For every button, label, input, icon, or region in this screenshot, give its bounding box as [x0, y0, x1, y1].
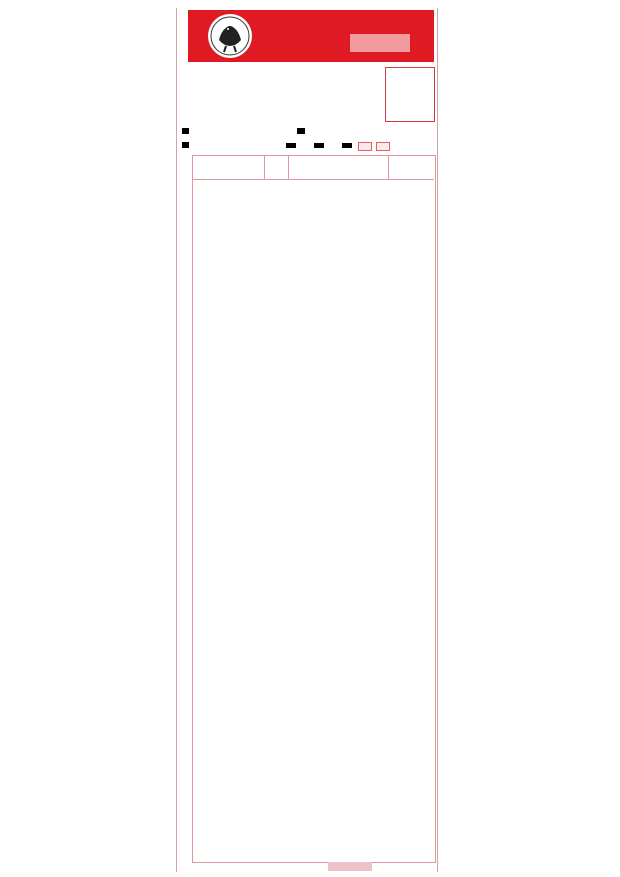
- table-header: [192, 155, 434, 180]
- example-mark: [314, 143, 324, 148]
- timing-mark: [182, 128, 189, 134]
- footer: [326, 862, 374, 872]
- example-mark: [286, 143, 296, 148]
- example-bubble: [358, 142, 372, 151]
- redacted-block: [328, 862, 372, 871]
- header-qty: [288, 155, 389, 179]
- example-mark: [342, 143, 352, 148]
- redacted-block: [350, 34, 410, 52]
- example-bubble: [376, 142, 390, 151]
- example-mark: [297, 128, 305, 134]
- header-note: [388, 155, 434, 179]
- timing-mark: [182, 142, 189, 148]
- header-price: [264, 155, 289, 179]
- service-type-box: [385, 67, 435, 122]
- header-name: [192, 155, 265, 179]
- duck-logo-icon: [208, 14, 252, 58]
- menu-table: [192, 155, 436, 863]
